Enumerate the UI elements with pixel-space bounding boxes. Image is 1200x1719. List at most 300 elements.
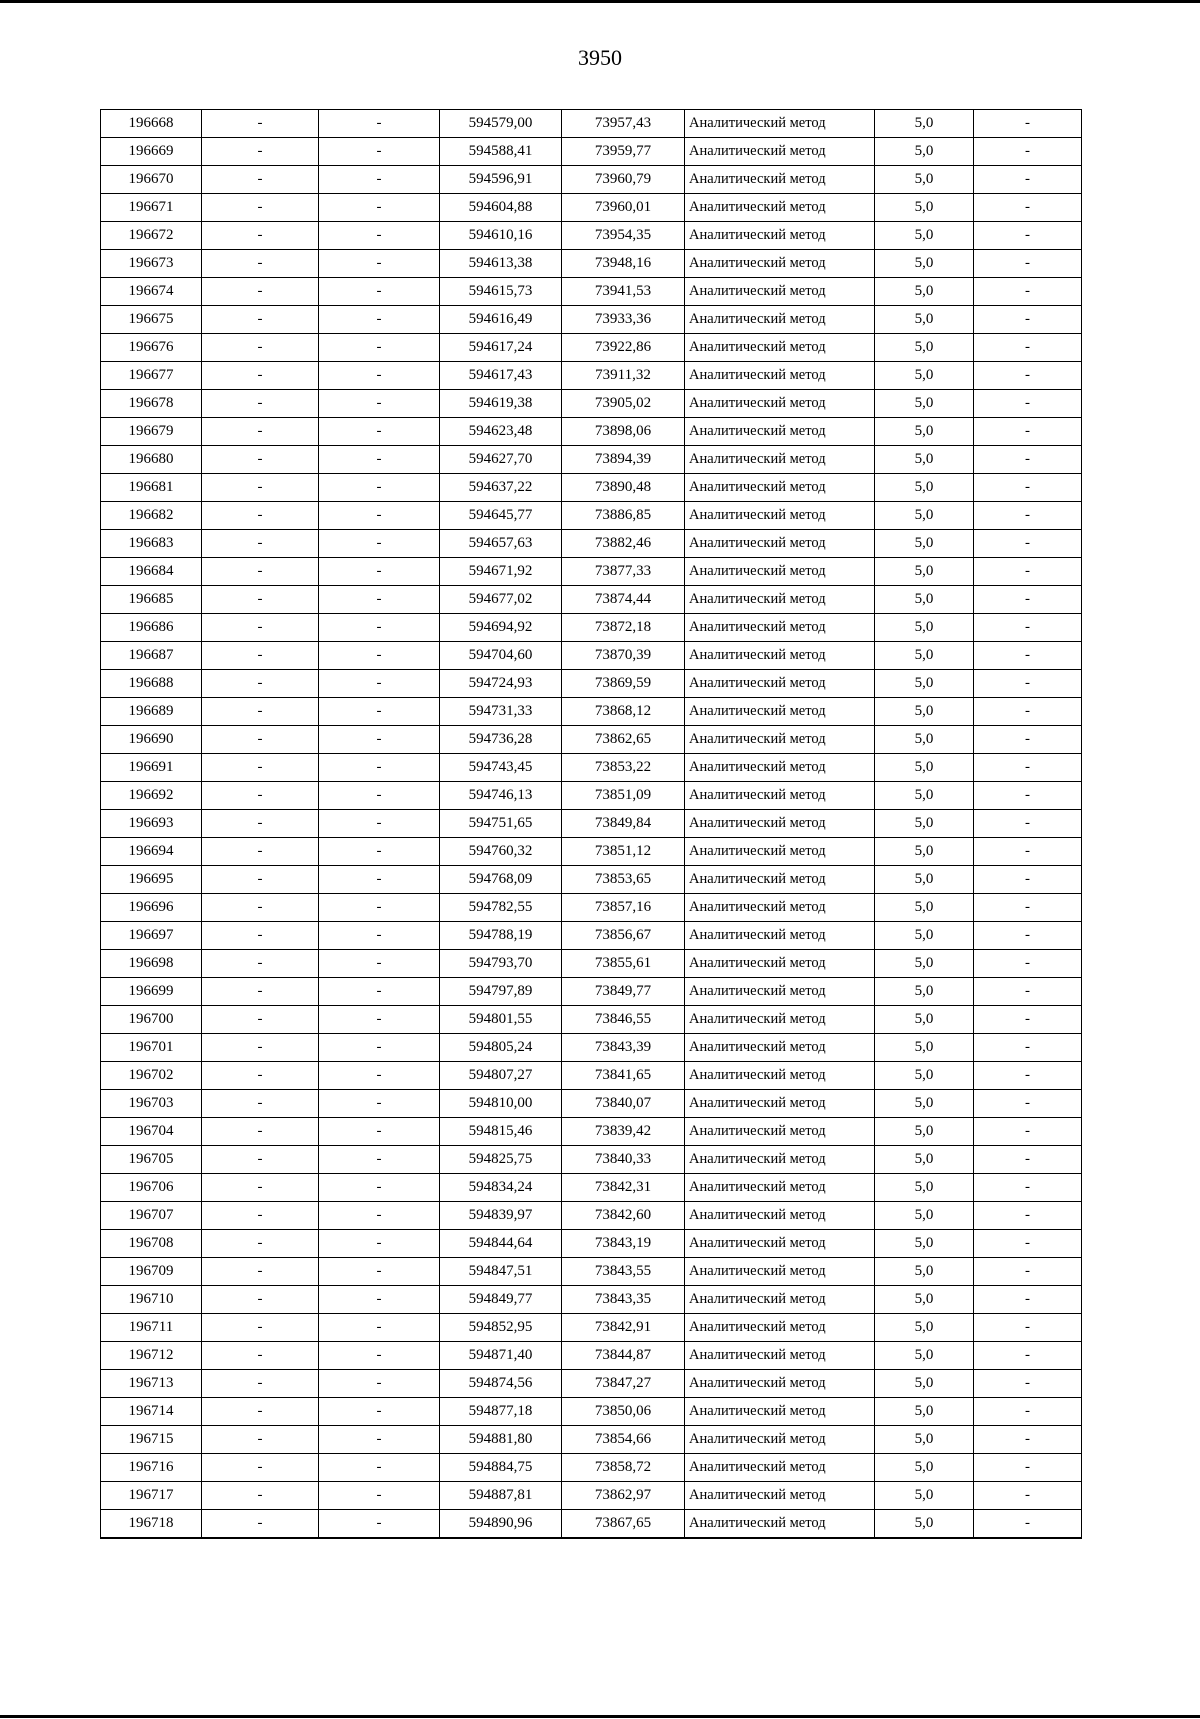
table-row bbox=[101, 1146, 1082, 1174]
x-coordinate-cell: 594736,28 bbox=[440, 726, 562, 754]
table-row bbox=[101, 1006, 1082, 1034]
old-y-cell: - bbox=[319, 138, 440, 166]
old-y-cell: - bbox=[319, 194, 440, 222]
description-cell: - bbox=[974, 1482, 1082, 1510]
old-x-cell: - bbox=[202, 586, 319, 614]
point-number-cell: 196695 bbox=[101, 866, 202, 894]
description-cell: - bbox=[974, 110, 1082, 138]
old-x-cell: - bbox=[202, 838, 319, 866]
coordinates-table bbox=[100, 109, 1082, 1539]
method-cell: Аналитический метод bbox=[685, 1006, 875, 1034]
point-number-cell: 196679 bbox=[101, 418, 202, 446]
old-y-cell: - bbox=[319, 1062, 440, 1090]
precision-cell: 5,0 bbox=[875, 474, 974, 502]
table-row bbox=[101, 1090, 1082, 1118]
old-x-cell: - bbox=[202, 446, 319, 474]
description-cell: - bbox=[974, 474, 1082, 502]
point-number-cell: 196706 bbox=[101, 1174, 202, 1202]
description-cell: - bbox=[974, 894, 1082, 922]
y-coordinate-cell: 73856,67 bbox=[562, 922, 685, 950]
description-cell: - bbox=[974, 278, 1082, 306]
old-x-cell: - bbox=[202, 894, 319, 922]
point-number-cell: 196709 bbox=[101, 1258, 202, 1286]
table-row bbox=[101, 1034, 1082, 1062]
old-x-cell: - bbox=[202, 1034, 319, 1062]
description-cell: - bbox=[974, 418, 1082, 446]
y-coordinate-cell: 73933,36 bbox=[562, 306, 685, 334]
old-y-cell: - bbox=[319, 1258, 440, 1286]
old-y-cell: - bbox=[319, 1454, 440, 1482]
old-x-cell: - bbox=[202, 1258, 319, 1286]
x-coordinate-cell: 594704,60 bbox=[440, 642, 562, 670]
x-coordinate-cell: 594751,65 bbox=[440, 810, 562, 838]
y-coordinate-cell: 73842,60 bbox=[562, 1202, 685, 1230]
table-row bbox=[101, 1118, 1082, 1146]
description-cell: - bbox=[974, 1454, 1082, 1482]
method-cell: Аналитический метод bbox=[685, 474, 875, 502]
method-cell: Аналитический метод bbox=[685, 558, 875, 586]
old-y-cell: - bbox=[319, 362, 440, 390]
old-y-cell: - bbox=[319, 838, 440, 866]
y-coordinate-cell: 73868,12 bbox=[562, 698, 685, 726]
table-row bbox=[101, 782, 1082, 810]
old-y-cell: - bbox=[319, 1174, 440, 1202]
method-cell: Аналитический метод bbox=[685, 670, 875, 698]
old-x-cell: - bbox=[202, 950, 319, 978]
precision-cell: 5,0 bbox=[875, 698, 974, 726]
precision-cell: 5,0 bbox=[875, 306, 974, 334]
y-coordinate-cell: 73849,77 bbox=[562, 978, 685, 1006]
method-cell: Аналитический метод bbox=[685, 726, 875, 754]
bottom-rule bbox=[0, 1715, 1200, 1718]
table-row bbox=[101, 334, 1082, 362]
x-coordinate-cell: 594788,19 bbox=[440, 922, 562, 950]
precision-cell: 5,0 bbox=[875, 1482, 974, 1510]
x-coordinate-cell: 594731,33 bbox=[440, 698, 562, 726]
method-cell: Аналитический метод bbox=[685, 390, 875, 418]
point-number-cell: 196715 bbox=[101, 1426, 202, 1454]
precision-cell: 5,0 bbox=[875, 1398, 974, 1426]
old-y-cell: - bbox=[319, 1202, 440, 1230]
old-x-cell: - bbox=[202, 278, 319, 306]
table-row bbox=[101, 670, 1082, 698]
description-cell: - bbox=[974, 1258, 1082, 1286]
old-x-cell: - bbox=[202, 922, 319, 950]
x-coordinate-cell: 594617,43 bbox=[440, 362, 562, 390]
old-y-cell: - bbox=[319, 502, 440, 530]
old-y-cell: - bbox=[319, 782, 440, 810]
y-coordinate-cell: 73849,84 bbox=[562, 810, 685, 838]
method-cell: Аналитический метод bbox=[685, 866, 875, 894]
x-coordinate-cell: 594657,63 bbox=[440, 530, 562, 558]
point-number-cell: 196718 bbox=[101, 1510, 202, 1539]
old-x-cell: - bbox=[202, 614, 319, 642]
x-coordinate-cell: 594627,70 bbox=[440, 446, 562, 474]
method-cell: Аналитический метод bbox=[685, 222, 875, 250]
old-x-cell: - bbox=[202, 1062, 319, 1090]
y-coordinate-cell: 73843,35 bbox=[562, 1286, 685, 1314]
old-x-cell: - bbox=[202, 166, 319, 194]
precision-cell: 5,0 bbox=[875, 334, 974, 362]
table-row bbox=[101, 362, 1082, 390]
point-number-cell: 196710 bbox=[101, 1286, 202, 1314]
old-x-cell: - bbox=[202, 1230, 319, 1258]
old-x-cell: - bbox=[202, 418, 319, 446]
y-coordinate-cell: 73851,09 bbox=[562, 782, 685, 810]
table-row bbox=[101, 1454, 1082, 1482]
table-row bbox=[101, 1286, 1082, 1314]
old-x-cell: - bbox=[202, 1090, 319, 1118]
method-cell: Аналитический метод bbox=[685, 1454, 875, 1482]
precision-cell: 5,0 bbox=[875, 418, 974, 446]
x-coordinate-cell: 594588,41 bbox=[440, 138, 562, 166]
method-cell: Аналитический метод bbox=[685, 1202, 875, 1230]
y-coordinate-cell: 73954,35 bbox=[562, 222, 685, 250]
method-cell: Аналитический метод bbox=[685, 894, 875, 922]
old-y-cell: - bbox=[319, 670, 440, 698]
table-row bbox=[101, 810, 1082, 838]
method-cell: Аналитический метод bbox=[685, 642, 875, 670]
table-row bbox=[101, 1370, 1082, 1398]
old-x-cell: - bbox=[202, 1370, 319, 1398]
description-cell: - bbox=[974, 782, 1082, 810]
x-coordinate-cell: 594881,80 bbox=[440, 1426, 562, 1454]
point-number-cell: 196669 bbox=[101, 138, 202, 166]
old-x-cell: - bbox=[202, 866, 319, 894]
point-number-cell: 196683 bbox=[101, 530, 202, 558]
old-x-cell: - bbox=[202, 782, 319, 810]
table-row bbox=[101, 1426, 1082, 1454]
x-coordinate-cell: 594890,96 bbox=[440, 1510, 562, 1539]
precision-cell: 5,0 bbox=[875, 642, 974, 670]
y-coordinate-cell: 73840,07 bbox=[562, 1090, 685, 1118]
old-y-cell: - bbox=[319, 278, 440, 306]
precision-cell: 5,0 bbox=[875, 1034, 974, 1062]
x-coordinate-cell: 594596,91 bbox=[440, 166, 562, 194]
old-x-cell: - bbox=[202, 1398, 319, 1426]
table-row bbox=[101, 222, 1082, 250]
x-coordinate-cell: 594579,00 bbox=[440, 110, 562, 138]
description-cell: - bbox=[974, 726, 1082, 754]
y-coordinate-cell: 73844,87 bbox=[562, 1342, 685, 1370]
y-coordinate-cell: 73882,46 bbox=[562, 530, 685, 558]
x-coordinate-cell: 594807,27 bbox=[440, 1062, 562, 1090]
description-cell: - bbox=[974, 1202, 1082, 1230]
y-coordinate-cell: 73877,33 bbox=[562, 558, 685, 586]
table-row bbox=[101, 586, 1082, 614]
precision-cell: 5,0 bbox=[875, 1118, 974, 1146]
table-row bbox=[101, 138, 1082, 166]
old-y-cell: - bbox=[319, 110, 440, 138]
old-y-cell: - bbox=[319, 1398, 440, 1426]
old-x-cell: - bbox=[202, 1174, 319, 1202]
table-row bbox=[101, 726, 1082, 754]
old-y-cell: - bbox=[319, 866, 440, 894]
point-number-cell: 196705 bbox=[101, 1146, 202, 1174]
y-coordinate-cell: 73842,91 bbox=[562, 1314, 685, 1342]
table-row bbox=[101, 922, 1082, 950]
method-cell: Аналитический метод bbox=[685, 362, 875, 390]
old-x-cell: - bbox=[202, 1286, 319, 1314]
y-coordinate-cell: 73843,55 bbox=[562, 1258, 685, 1286]
method-cell: Аналитический метод bbox=[685, 1370, 875, 1398]
precision-cell: 5,0 bbox=[875, 1146, 974, 1174]
old-x-cell: - bbox=[202, 1314, 319, 1342]
old-x-cell: - bbox=[202, 222, 319, 250]
precision-cell: 5,0 bbox=[875, 1426, 974, 1454]
table-row bbox=[101, 866, 1082, 894]
method-cell: Аналитический метод bbox=[685, 306, 875, 334]
table-body bbox=[101, 110, 1082, 1539]
point-number-cell: 196671 bbox=[101, 194, 202, 222]
method-cell: Аналитический метод bbox=[685, 502, 875, 530]
precision-cell: 5,0 bbox=[875, 754, 974, 782]
method-cell: Аналитический метод bbox=[685, 698, 875, 726]
old-x-cell: - bbox=[202, 1510, 319, 1539]
point-number-cell: 196713 bbox=[101, 1370, 202, 1398]
description-cell: - bbox=[974, 1146, 1082, 1174]
method-cell: Аналитический метод bbox=[685, 1482, 875, 1510]
top-rule bbox=[0, 0, 1200, 3]
x-coordinate-cell: 594616,49 bbox=[440, 306, 562, 334]
description-cell: - bbox=[974, 1034, 1082, 1062]
point-number-cell: 196707 bbox=[101, 1202, 202, 1230]
point-number-cell: 196714 bbox=[101, 1398, 202, 1426]
description-cell: - bbox=[974, 194, 1082, 222]
old-y-cell: - bbox=[319, 1286, 440, 1314]
point-number-cell: 196693 bbox=[101, 810, 202, 838]
precision-cell: 5,0 bbox=[875, 586, 974, 614]
precision-cell: 5,0 bbox=[875, 838, 974, 866]
old-y-cell: - bbox=[319, 1370, 440, 1398]
y-coordinate-cell: 73948,16 bbox=[562, 250, 685, 278]
method-cell: Аналитический метод bbox=[685, 950, 875, 978]
old-x-cell: - bbox=[202, 1006, 319, 1034]
point-number-cell: 196702 bbox=[101, 1062, 202, 1090]
y-coordinate-cell: 73850,06 bbox=[562, 1398, 685, 1426]
y-coordinate-cell: 73957,43 bbox=[562, 110, 685, 138]
method-cell: Аналитический метод bbox=[685, 1426, 875, 1454]
method-cell: Аналитический метод bbox=[685, 1090, 875, 1118]
x-coordinate-cell: 594604,88 bbox=[440, 194, 562, 222]
page-number: 3950 bbox=[578, 45, 622, 70]
description-cell: - bbox=[974, 1314, 1082, 1342]
y-coordinate-cell: 73911,32 bbox=[562, 362, 685, 390]
old-x-cell: - bbox=[202, 754, 319, 782]
description-cell: - bbox=[974, 1342, 1082, 1370]
precision-cell: 5,0 bbox=[875, 446, 974, 474]
precision-cell: 5,0 bbox=[875, 810, 974, 838]
x-coordinate-cell: 594815,46 bbox=[440, 1118, 562, 1146]
precision-cell: 5,0 bbox=[875, 194, 974, 222]
y-coordinate-cell: 73858,72 bbox=[562, 1454, 685, 1482]
old-x-cell: - bbox=[202, 1454, 319, 1482]
old-x-cell: - bbox=[202, 334, 319, 362]
description-cell: - bbox=[974, 1006, 1082, 1034]
table-row bbox=[101, 250, 1082, 278]
precision-cell: 5,0 bbox=[875, 1342, 974, 1370]
method-cell: Аналитический метод bbox=[685, 1034, 875, 1062]
y-coordinate-cell: 73872,18 bbox=[562, 614, 685, 642]
table-row bbox=[101, 838, 1082, 866]
x-coordinate-cell: 594671,92 bbox=[440, 558, 562, 586]
precision-cell: 5,0 bbox=[875, 222, 974, 250]
method-cell: Аналитический метод bbox=[685, 138, 875, 166]
method-cell: Аналитический метод bbox=[685, 446, 875, 474]
old-y-cell: - bbox=[319, 950, 440, 978]
table-row bbox=[101, 278, 1082, 306]
precision-cell: 5,0 bbox=[875, 250, 974, 278]
x-coordinate-cell: 594677,02 bbox=[440, 586, 562, 614]
x-coordinate-cell: 594610,16 bbox=[440, 222, 562, 250]
table-row bbox=[101, 1174, 1082, 1202]
old-y-cell: - bbox=[319, 1146, 440, 1174]
point-number-cell: 196685 bbox=[101, 586, 202, 614]
precision-cell: 5,0 bbox=[875, 1090, 974, 1118]
point-number-cell: 196680 bbox=[101, 446, 202, 474]
old-y-cell: - bbox=[319, 698, 440, 726]
precision-cell: 5,0 bbox=[875, 1286, 974, 1314]
method-cell: Аналитический метод bbox=[685, 614, 875, 642]
point-number-cell: 196668 bbox=[101, 110, 202, 138]
method-cell: Аналитический метод bbox=[685, 1510, 875, 1539]
table-row bbox=[101, 950, 1082, 978]
point-number-cell: 196675 bbox=[101, 306, 202, 334]
old-x-cell: - bbox=[202, 698, 319, 726]
description-cell: - bbox=[974, 670, 1082, 698]
precision-cell: 5,0 bbox=[875, 110, 974, 138]
old-y-cell: - bbox=[319, 1426, 440, 1454]
y-coordinate-cell: 73886,85 bbox=[562, 502, 685, 530]
point-number-cell: 196686 bbox=[101, 614, 202, 642]
method-cell: Аналитический метод bbox=[685, 1258, 875, 1286]
x-coordinate-cell: 594852,95 bbox=[440, 1314, 562, 1342]
table-row bbox=[101, 1510, 1082, 1539]
point-number-cell: 196698 bbox=[101, 950, 202, 978]
method-cell: Аналитический метод bbox=[685, 586, 875, 614]
point-number-cell: 196701 bbox=[101, 1034, 202, 1062]
x-coordinate-cell: 594615,73 bbox=[440, 278, 562, 306]
point-number-cell: 196677 bbox=[101, 362, 202, 390]
y-coordinate-cell: 73843,39 bbox=[562, 1034, 685, 1062]
precision-cell: 5,0 bbox=[875, 1314, 974, 1342]
old-y-cell: - bbox=[319, 530, 440, 558]
method-cell: Аналитический метод bbox=[685, 278, 875, 306]
old-y-cell: - bbox=[319, 1006, 440, 1034]
y-coordinate-cell: 73839,42 bbox=[562, 1118, 685, 1146]
old-y-cell: - bbox=[319, 1510, 440, 1539]
y-coordinate-cell: 73841,65 bbox=[562, 1062, 685, 1090]
description-cell: - bbox=[974, 1510, 1082, 1539]
old-x-cell: - bbox=[202, 502, 319, 530]
table-row bbox=[101, 1062, 1082, 1090]
precision-cell: 5,0 bbox=[875, 390, 974, 418]
x-coordinate-cell: 594637,22 bbox=[440, 474, 562, 502]
x-coordinate-cell: 594797,89 bbox=[440, 978, 562, 1006]
table-row bbox=[101, 306, 1082, 334]
x-coordinate-cell: 594694,92 bbox=[440, 614, 562, 642]
y-coordinate-cell: 73960,01 bbox=[562, 194, 685, 222]
description-cell: - bbox=[974, 222, 1082, 250]
description-cell: - bbox=[974, 810, 1082, 838]
description-cell: - bbox=[974, 334, 1082, 362]
description-cell: - bbox=[974, 1174, 1082, 1202]
precision-cell: 5,0 bbox=[875, 782, 974, 810]
table-row bbox=[101, 446, 1082, 474]
table-row bbox=[101, 194, 1082, 222]
description-cell: - bbox=[974, 1062, 1082, 1090]
point-number-cell: 196681 bbox=[101, 474, 202, 502]
precision-cell: 5,0 bbox=[875, 894, 974, 922]
point-number-cell: 196670 bbox=[101, 166, 202, 194]
precision-cell: 5,0 bbox=[875, 670, 974, 698]
y-coordinate-cell: 73857,16 bbox=[562, 894, 685, 922]
table-row bbox=[101, 978, 1082, 1006]
old-x-cell: - bbox=[202, 978, 319, 1006]
table-row bbox=[101, 1482, 1082, 1510]
table-row bbox=[101, 642, 1082, 670]
y-coordinate-cell: 73846,55 bbox=[562, 1006, 685, 1034]
precision-cell: 5,0 bbox=[875, 1370, 974, 1398]
old-x-cell: - bbox=[202, 110, 319, 138]
method-cell: Аналитический метод bbox=[685, 530, 875, 558]
x-coordinate-cell: 594623,48 bbox=[440, 418, 562, 446]
point-number-cell: 196691 bbox=[101, 754, 202, 782]
table-row bbox=[101, 698, 1082, 726]
point-number-cell: 196688 bbox=[101, 670, 202, 698]
description-cell: - bbox=[974, 1398, 1082, 1426]
table-row bbox=[101, 530, 1082, 558]
precision-cell: 5,0 bbox=[875, 166, 974, 194]
point-number-cell: 196696 bbox=[101, 894, 202, 922]
method-cell: Аналитический метод bbox=[685, 922, 875, 950]
old-y-cell: - bbox=[319, 1118, 440, 1146]
table-row bbox=[101, 614, 1082, 642]
point-number-cell: 196703 bbox=[101, 1090, 202, 1118]
point-number-cell: 196699 bbox=[101, 978, 202, 1006]
table-row bbox=[101, 894, 1082, 922]
old-y-cell: - bbox=[319, 306, 440, 334]
precision-cell: 5,0 bbox=[875, 278, 974, 306]
point-number-cell: 196684 bbox=[101, 558, 202, 586]
old-y-cell: - bbox=[319, 642, 440, 670]
y-coordinate-cell: 73855,61 bbox=[562, 950, 685, 978]
description-cell: - bbox=[974, 306, 1082, 334]
old-x-cell: - bbox=[202, 1342, 319, 1370]
method-cell: Аналитический метод bbox=[685, 1286, 875, 1314]
method-cell: Аналитический метод bbox=[685, 334, 875, 362]
y-coordinate-cell: 73851,12 bbox=[562, 838, 685, 866]
point-number-cell: 196673 bbox=[101, 250, 202, 278]
precision-cell: 5,0 bbox=[875, 1006, 974, 1034]
point-number-cell: 196678 bbox=[101, 390, 202, 418]
old-x-cell: - bbox=[202, 250, 319, 278]
x-coordinate-cell: 594834,24 bbox=[440, 1174, 562, 1202]
old-x-cell: - bbox=[202, 1482, 319, 1510]
x-coordinate-cell: 594805,24 bbox=[440, 1034, 562, 1062]
point-number-cell: 196690 bbox=[101, 726, 202, 754]
description-cell: - bbox=[974, 978, 1082, 1006]
old-y-cell: - bbox=[319, 1230, 440, 1258]
old-y-cell: - bbox=[319, 922, 440, 950]
y-coordinate-cell: 73960,79 bbox=[562, 166, 685, 194]
method-cell: Аналитический метод bbox=[685, 1342, 875, 1370]
description-cell: - bbox=[974, 390, 1082, 418]
y-coordinate-cell: 73874,44 bbox=[562, 586, 685, 614]
table-row bbox=[101, 1258, 1082, 1286]
y-coordinate-cell: 73922,86 bbox=[562, 334, 685, 362]
x-coordinate-cell: 594887,81 bbox=[440, 1482, 562, 1510]
